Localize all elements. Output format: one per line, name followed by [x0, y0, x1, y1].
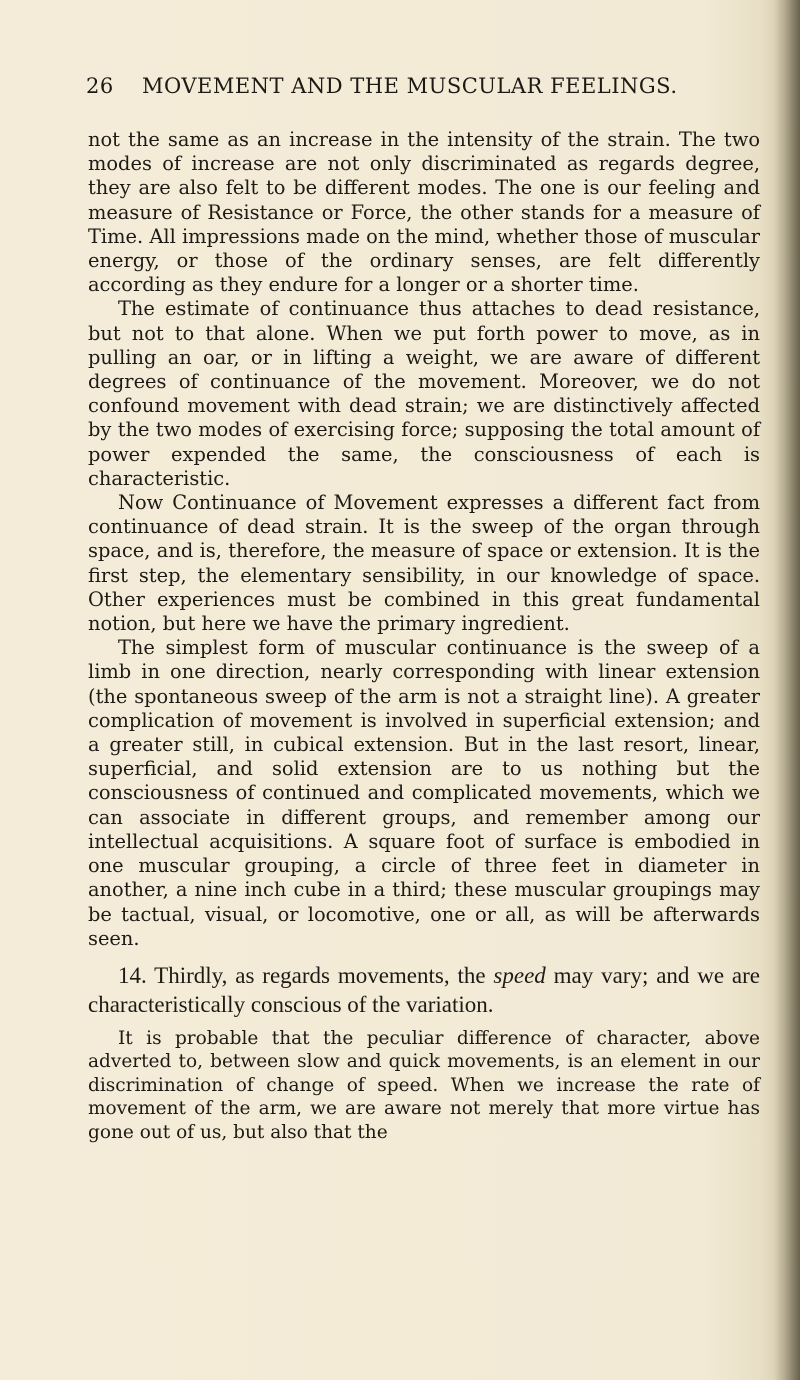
section-text-after: may vary; and we are characteristically conscious of the variation. — [88, 962, 761, 1017]
paragraph: Now Continuance of Movement expresses a different fact from continuance of dead strain. It is the sweep of the organ through space, and is, therefore, the measure of space or extension. It is the first step, the elementary sensibility, in our knowledge of space. Other experiences must be combined in this great fundamental notion, but here we have the primary ingredient. — [88, 491, 760, 636]
running-title: MOVEMENT AND THE MUSCULAR FEELINGS. — [142, 74, 678, 98]
section-heading-14 — [88, 961, 760, 1019]
paragraph-final: It is probable that the peculiar difference of character, above adverted to, between slow and quick movements, is an element in our discrimination of change of speed. When we increase the rate of movement of the arm, we are aware not merely that more virtue has gone out of us, but also that the — [88, 1027, 760, 1143]
page-number: 26 — [86, 74, 114, 98]
paragraph: The simplest form of muscular continuance is the sweep of a limb in one direction, nearly corresponding with linear extension (the spontaneous sweep of the arm is not a straight line). A greater complication of movement is involved in superficial extension; and a greater still, in cubical extension. But in the last resort, linear, superficial, and solid extension are to us nothing but the consciousness of continued and complicated movements, which we can associate in different groups, and remember among our intellectual acquisitions. A square foot of surface is embodied in one muscular grouping, a circle of three feet in diameter in another, a nine inch cube in a third; these muscular groupings may be tactual, visual, or locomotive, one or all, as will be afterwards seen. — [88, 636, 760, 950]
paragraph-continuation: not the same as an increase in the intensity of the strain. The two modes of increase are not only discriminated as regards degree, they are also felt to be different modes. The one is our feeling and measure of Resistance or Force, the other stands for a measure of Time. All impressions made on the mind, whether those of muscular energy, or those of the ordinary senses, are felt differently according as they endure for a longer or a shorter time. — [88, 128, 760, 297]
paragraph: The estimate of continuance thus attaches to dead resistance, but not to that alone. When we put forth power to move, as in pulling an oar, or in lifting a weight, we are aware of different degrees of continuance of the movement. Moreover, we do not confound movement with dead strain; we are distinctively affected by the two modes of exercising force; supposing the total amount of power expended the same, the consciousness of each is characteristic. — [88, 297, 760, 490]
page-edge-shadow — [774, 0, 800, 1380]
section-text-before: 14. Thirdly, as regards movements, the — [118, 962, 494, 988]
page-body — [88, 128, 760, 1144]
section-italic-word: speed — [493, 962, 546, 988]
